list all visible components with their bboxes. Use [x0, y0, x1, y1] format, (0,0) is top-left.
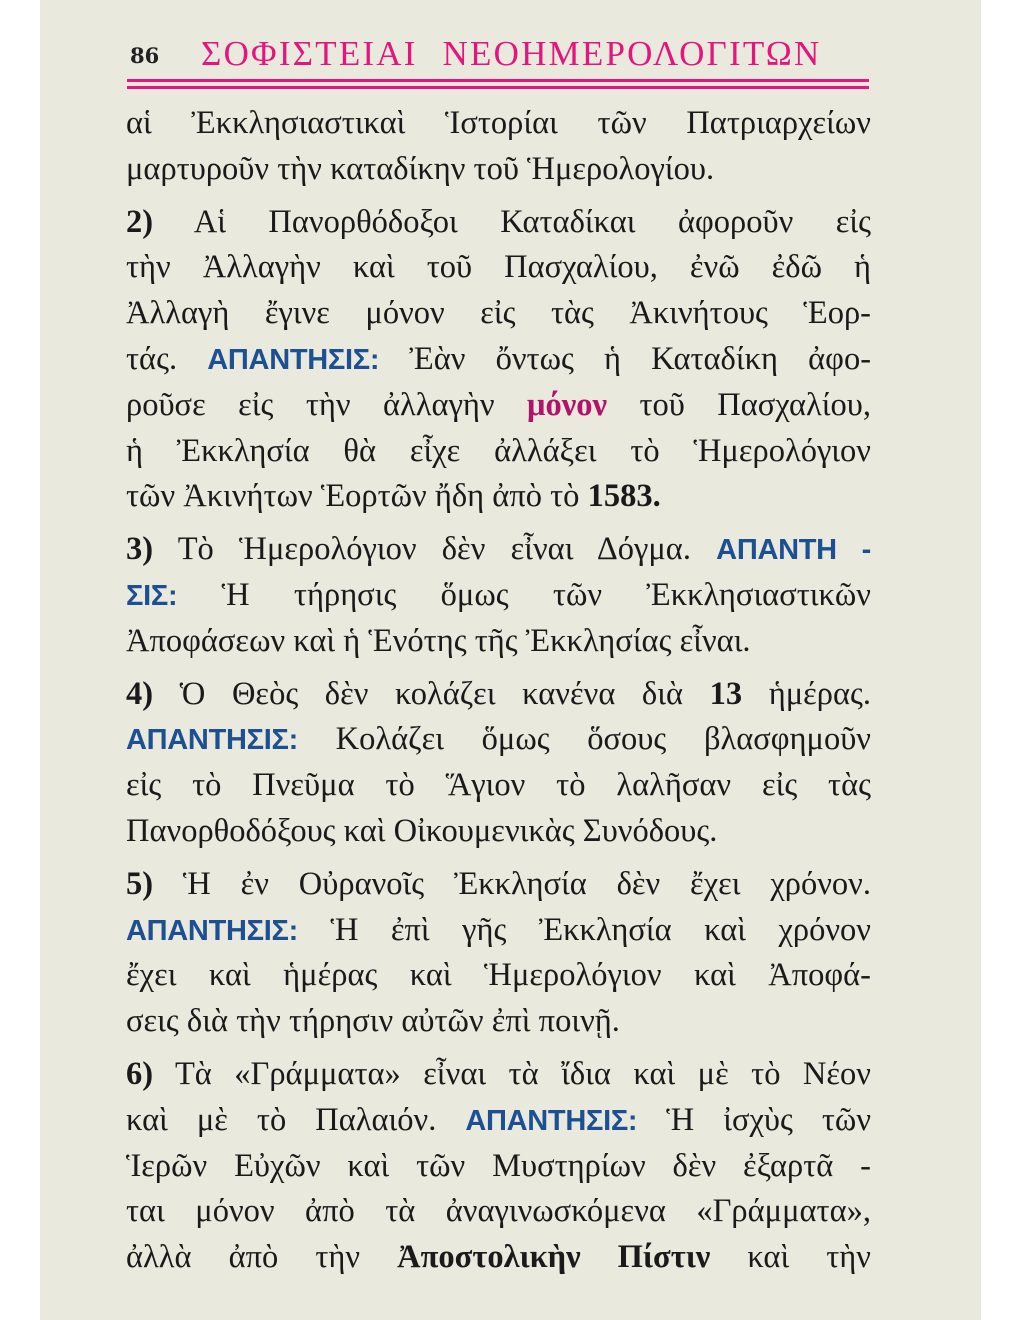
running-title: ΣΟΦΙΣΤΕΙΑΙ ΝΕΟΗΜΕΡΟΛΟΓΙΤΩΝ — [201, 34, 822, 73]
item-2-line — [126, 337, 871, 383]
item-3-line — [126, 619, 871, 665]
item-6-line — [126, 1098, 871, 1144]
text-segment: σεις διὰ τὴν τήρησιν αὐτῶν ἐπὶ ποινῇ. — [126, 1003, 620, 1040]
item-6-line — [126, 1235, 871, 1281]
item-5-line — [126, 862, 871, 908]
answer-label: ΑΠΑΝΤΗΣΙΣ: — [126, 914, 298, 947]
year-1583: 1583. — [587, 478, 661, 515]
page-number: 86 — [130, 43, 160, 68]
text-segment: ροῦσε εἰς τὴν ἀλλαγὴν — [126, 386, 495, 423]
emphasis-only: μόνον — [527, 386, 608, 423]
item-2-line — [126, 291, 871, 337]
text-line — [126, 147, 871, 193]
answer-label-part: ΣΙΣ: — [126, 579, 178, 612]
item-number: 4) — [126, 675, 154, 712]
text-segment: Ἀποφάσεων καὶ ἡ Ἑνότης τῆς Ἐκκλησίας εἶναι. — [126, 622, 751, 659]
item-2-line — [126, 200, 871, 246]
text-segment: ἀλλὰ ἀπὸ τὴν — [126, 1239, 361, 1276]
text-segment: ἡμέρας. — [768, 675, 872, 712]
text-segment: Ἡ ἰσχὺς τῶν — [666, 1101, 872, 1138]
text-segment: τοῦ Πασχαλίου, — [639, 386, 871, 423]
answer-label: ΑΠΑΝΤΗΣΙΣ: — [465, 1104, 638, 1137]
text-segment: Ὁ Θεὸς δὲν κολάζει κανένα διὰ — [179, 675, 684, 712]
item-number: 3) — [126, 531, 154, 568]
item-number: 2) — [126, 203, 154, 240]
item-6-line — [126, 1144, 871, 1190]
text-segment: Ἐὰν ὄντως ἡ Καταδίκη ἀφο- — [409, 340, 872, 377]
text-segment: Ἀλλαγὴ ἔγινε μόνον εἰς τὰς Ἀκινήτους Ἑορ- — [126, 295, 871, 332]
number-13: 13 — [709, 675, 743, 712]
item-5-line — [126, 908, 871, 954]
text-segment: Ἡ ἐν Οὐρανοῖς Ἐκκλησία δὲν ἔχει χρόνον. — [182, 865, 871, 902]
text-segment: ται μόνον ἀπὸ τὰ ἀναγινωσκόμενα «Γράμματα», — [126, 1193, 871, 1230]
header-rule-bottom — [127, 86, 869, 89]
item-2-line — [126, 245, 871, 291]
text-segment: Πανορθοδόξους καὶ Οἰκουμενικὰς Συνόδους. — [126, 812, 718, 849]
item-2-line — [126, 429, 871, 475]
answer-label: ΑΠΑΝΤΗΣΙΣ: — [126, 724, 298, 757]
book-page — [40, 0, 981, 1320]
text-segment: Κολάζει ὅμως ὅσους βλασφημοῦν — [335, 721, 872, 758]
item-4-line — [126, 717, 871, 763]
text-segment: Ἡ ἐπὶ γῆς Ἐκκλησία καὶ χρόνον — [330, 911, 871, 948]
text-segment: καὶ τὴν — [747, 1239, 871, 1276]
text-segment: τῶν Ἀκινήτων Ἑορτῶν ἤδη ἀπὸ τὸ — [126, 478, 580, 515]
text-segment: τὴν Ἀλλαγὴν καὶ τοῦ Πασχαλίου, ἐνῶ ἐδῶ ἡ — [126, 249, 871, 286]
item-number: 6) — [126, 1055, 154, 1092]
item-4-line — [126, 763, 871, 809]
item-2-line — [126, 383, 871, 429]
item-4-line — [126, 809, 871, 855]
item-5-line — [126, 953, 871, 999]
item-3-line — [126, 527, 871, 573]
item-5-line — [126, 999, 871, 1045]
text-segment: καὶ μὲ τὸ Παλαιόν. — [126, 1101, 437, 1138]
emphasis-apostolic-faith: Ἀποστολικὴν Πίστιν — [397, 1239, 711, 1276]
item-6-line — [126, 1189, 871, 1235]
answer-label: ΑΠΑΝΤΗΣΙΣ: — [207, 343, 380, 376]
page-header — [127, 34, 870, 82]
text-segment: τάς. — [126, 340, 178, 377]
text-segment: Αἱ Πανορθόδοξοι Καταδίκαι ἀφοροῦν εἰς — [193, 203, 871, 240]
text-segment: Ἡ τήρησις ὅμως τῶν Ἐκκλησιαστικῶν — [221, 576, 871, 613]
text-segment: αἱ Ἐκκλησιαστικαὶ Ἱστορίαι τῶν Πατριαρχείων — [126, 105, 871, 141]
item-4-line — [126, 672, 871, 718]
text-segment: Ἱερῶν Εὐχῶν καὶ τῶν Μυστηρίων δὲν ἐξαρτᾶ - — [126, 1147, 871, 1184]
text-segment: εἰς τὸ Πνεῦμα τὸ Ἅγιον τὸ λαλῆσαν εἰς τὰς — [126, 767, 871, 804]
item-number: 5) — [126, 865, 154, 902]
header-rule-top — [127, 79, 869, 82]
text-segment: Τὸ Ἡμερολόγιον δὲν εἶναι Δόγμα. — [177, 531, 691, 568]
item-3-line — [126, 573, 871, 619]
text-line — [126, 101, 871, 147]
answer-label-part: ΑΠΑΝΤΗ - — [716, 534, 871, 567]
text-segment: μαρτυροῦν τὴν καταδίκην τοῦ Ἡμερολογίου. — [126, 150, 715, 187]
text-segment: ἡ Ἐκκλησία θὰ εἶχε ἀλλάξει τὸ Ἡμερολόγιον — [126, 432, 871, 469]
item-6-line — [126, 1052, 871, 1098]
item-2-line — [126, 474, 871, 520]
body-text — [126, 101, 871, 1281]
text-segment: Τὰ «Γράμματα» εἶναι τὰ ἴδια καὶ μὲ τὸ Νέον — [174, 1055, 871, 1092]
text-segment: ἔχει καὶ ἡμέρας καὶ Ἡμερολόγιον καὶ Ἀποφά- — [126, 957, 871, 994]
